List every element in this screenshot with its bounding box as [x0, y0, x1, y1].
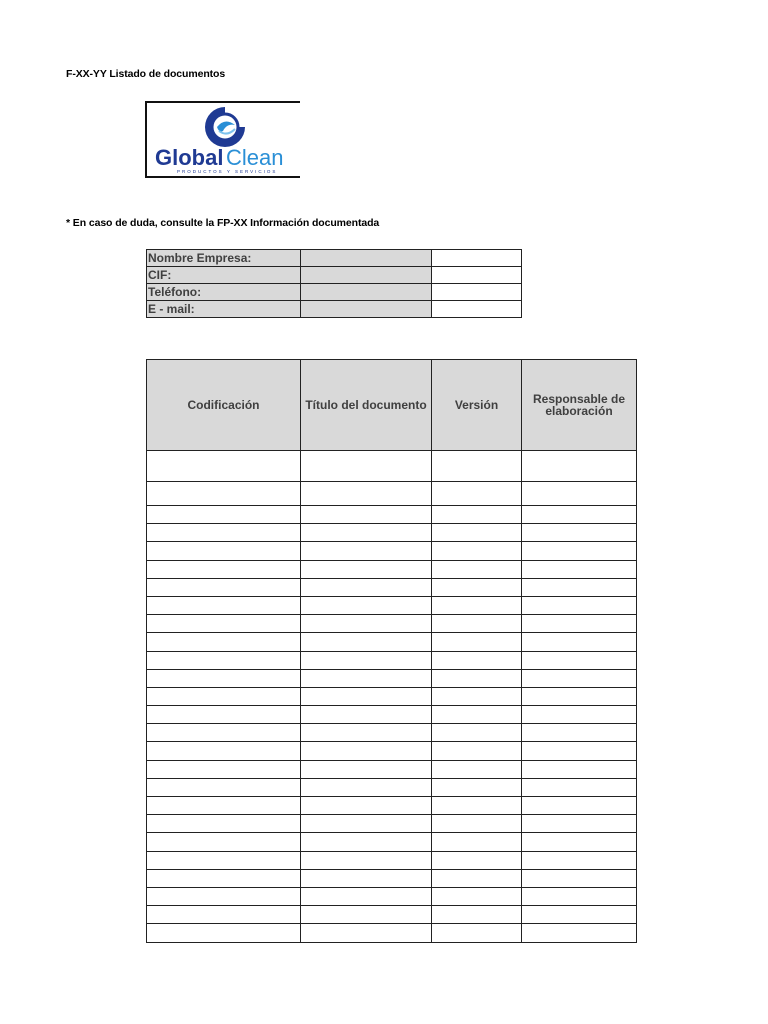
table-cell[interactable]: [147, 760, 301, 778]
logo-emblem-icon: [203, 105, 247, 149]
table-cell[interactable]: [147, 524, 301, 542]
table-cell[interactable]: [147, 924, 301, 942]
table-row: [147, 778, 637, 796]
table-cell[interactable]: [522, 706, 637, 724]
table-cell[interactable]: [522, 451, 637, 482]
table-cell[interactable]: [301, 906, 432, 924]
table-cell[interactable]: [147, 596, 301, 614]
table-row: [147, 924, 637, 942]
table-cell[interactable]: [301, 615, 432, 633]
table-cell[interactable]: [147, 724, 301, 742]
table-cell[interactable]: [432, 687, 522, 705]
table-row: [147, 724, 637, 742]
company-info-extra-field[interactable]: [432, 301, 522, 318]
table-row: [147, 906, 637, 924]
company-info-extra-field[interactable]: [432, 267, 522, 284]
table-row: [147, 451, 637, 482]
table-row: [147, 542, 637, 560]
table-cell[interactable]: [147, 815, 301, 833]
table-cell[interactable]: [147, 778, 301, 796]
table-row: [147, 524, 637, 542]
table-cell[interactable]: [522, 633, 637, 651]
table-cell[interactable]: [522, 851, 637, 869]
table-cell[interactable]: [147, 742, 301, 760]
table-cell[interactable]: [301, 482, 432, 506]
table-cell[interactable]: [522, 924, 637, 942]
table-cell[interactable]: [522, 542, 637, 560]
table-cell[interactable]: [432, 578, 522, 596]
table-cell[interactable]: [432, 797, 522, 815]
table-cell[interactable]: [522, 778, 637, 796]
table-cell[interactable]: [432, 869, 522, 887]
table-row: [147, 506, 637, 524]
company-info-value-field[interactable]: [301, 284, 432, 301]
company-info-label: Teléfono:: [147, 284, 301, 301]
table-cell[interactable]: [301, 869, 432, 887]
table-row: [147, 797, 637, 815]
table-cell[interactable]: [301, 542, 432, 560]
table-row: [147, 869, 637, 887]
table-row: [147, 615, 637, 633]
table-cell[interactable]: [147, 615, 301, 633]
table-cell[interactable]: [522, 833, 637, 851]
company-info-row: [147, 301, 522, 318]
company-info-row: [147, 250, 522, 267]
table-cell[interactable]: [522, 651, 637, 669]
table-cell[interactable]: [432, 615, 522, 633]
company-info-value-field[interactable]: [301, 301, 432, 318]
table-cell[interactable]: [147, 506, 301, 524]
company-info-label: Nombre Empresa:: [147, 250, 301, 267]
table-row: [147, 560, 637, 578]
table-cell[interactable]: [522, 869, 637, 887]
company-info-label: CIF:: [147, 267, 301, 284]
table-cell[interactable]: [522, 578, 637, 596]
table-cell[interactable]: [301, 797, 432, 815]
table-cell[interactable]: [432, 851, 522, 869]
table-cell[interactable]: [432, 906, 522, 924]
global-clean-logo: [145, 101, 300, 178]
table-cell[interactable]: [432, 887, 522, 905]
table-cell[interactable]: [522, 724, 637, 742]
company-info-value-field[interactable]: [301, 267, 432, 284]
table-cell[interactable]: [301, 651, 432, 669]
company-info-row: [147, 284, 522, 301]
table-cell[interactable]: [147, 560, 301, 578]
table-cell[interactable]: [147, 851, 301, 869]
table-row: [147, 760, 637, 778]
table-row: [147, 815, 637, 833]
table-cell[interactable]: [147, 706, 301, 724]
table-header-row: [147, 360, 637, 451]
table-cell[interactable]: [147, 633, 301, 651]
table-row: [147, 596, 637, 614]
table-cell[interactable]: [522, 687, 637, 705]
table-cell[interactable]: [522, 669, 637, 687]
table-cell[interactable]: [432, 724, 522, 742]
table-cell[interactable]: [301, 924, 432, 942]
logo-word-global: Global: [155, 145, 224, 170]
table-cell[interactable]: [522, 506, 637, 524]
logo-word-clean: Clean: [226, 145, 284, 170]
document-list-table: [146, 359, 637, 943]
table-cell[interactable]: [432, 506, 522, 524]
table-cell[interactable]: [522, 560, 637, 578]
table-row: [147, 887, 637, 905]
table-cell[interactable]: [301, 760, 432, 778]
table-row: [147, 851, 637, 869]
table-cell[interactable]: [432, 706, 522, 724]
table-cell[interactable]: [147, 482, 301, 506]
table-cell[interactable]: [147, 833, 301, 851]
table-cell[interactable]: [301, 724, 432, 742]
table-cell[interactable]: [301, 524, 432, 542]
table-cell[interactable]: [301, 578, 432, 596]
company-info-value-field[interactable]: [301, 250, 432, 267]
table-cell[interactable]: [522, 615, 637, 633]
document-title: F-XX-YY Listado de documentos: [66, 68, 226, 80]
table-cell[interactable]: [147, 451, 301, 482]
table-cell[interactable]: [432, 778, 522, 796]
table-cell[interactable]: [301, 833, 432, 851]
table-cell[interactable]: [522, 797, 637, 815]
table-cell[interactable]: [432, 815, 522, 833]
table-cell[interactable]: [301, 560, 432, 578]
table-row: [147, 706, 637, 724]
company-info-label: E - mail:: [147, 301, 301, 318]
table-cell[interactable]: [301, 778, 432, 796]
table-cell[interactable]: [301, 742, 432, 760]
table-row: [147, 651, 637, 669]
table-row: [147, 687, 637, 705]
table-cell[interactable]: [522, 742, 637, 760]
table-cell[interactable]: [301, 687, 432, 705]
table-cell[interactable]: [432, 524, 522, 542]
table-cell[interactable]: [147, 687, 301, 705]
table-cell[interactable]: [522, 760, 637, 778]
table-cell[interactable]: [301, 596, 432, 614]
table-cell[interactable]: [301, 887, 432, 905]
table-cell[interactable]: [432, 833, 522, 851]
table-cell[interactable]: [432, 633, 522, 651]
table-cell[interactable]: [432, 482, 522, 506]
table-cell[interactable]: [432, 596, 522, 614]
table-cell[interactable]: [522, 596, 637, 614]
table-cell[interactable]: [432, 651, 522, 669]
table-cell[interactable]: [432, 669, 522, 687]
table-cell[interactable]: [432, 760, 522, 778]
logo-tagline: PRODUCTOS Y SERVICIOS: [177, 169, 278, 174]
table-cell[interactable]: [147, 578, 301, 596]
table-cell[interactable]: [432, 542, 522, 560]
table-cell[interactable]: [522, 482, 637, 506]
table-cell[interactable]: [432, 560, 522, 578]
table-cell[interactable]: [301, 633, 432, 651]
table-cell[interactable]: [432, 451, 522, 482]
column-header-codificacion: Codificación: [147, 360, 301, 451]
table-cell[interactable]: [147, 887, 301, 905]
table-cell[interactable]: [301, 851, 432, 869]
table-cell[interactable]: [432, 742, 522, 760]
table-cell[interactable]: [147, 542, 301, 560]
table-cell[interactable]: [301, 506, 432, 524]
column-header-titulo: Título del documento: [301, 360, 432, 451]
table-cell[interactable]: [522, 906, 637, 924]
table-cell[interactable]: [301, 669, 432, 687]
table-cell[interactable]: [301, 706, 432, 724]
company-info-row: [147, 267, 522, 284]
table-cell[interactable]: [147, 651, 301, 669]
table-cell[interactable]: [147, 906, 301, 924]
company-info-table: [146, 249, 522, 318]
company-info-extra-field[interactable]: [432, 284, 522, 301]
help-note: * En caso de duda, consulte la FP-XX Información documentada: [66, 217, 380, 229]
table-cell[interactable]: [432, 924, 522, 942]
table-cell[interactable]: [147, 669, 301, 687]
table-cell[interactable]: [301, 451, 432, 482]
table-cell[interactable]: [522, 524, 637, 542]
table-row: [147, 833, 637, 851]
table-row: [147, 482, 637, 506]
company-info-extra-field[interactable]: [432, 250, 522, 267]
column-header-version: Versión: [432, 360, 522, 451]
table-row: [147, 578, 637, 596]
table-cell[interactable]: [147, 869, 301, 887]
table-cell[interactable]: [522, 815, 637, 833]
column-header-responsable: Responsable de elaboración: [522, 360, 637, 451]
table-row: [147, 742, 637, 760]
table-row: [147, 669, 637, 687]
table-row: [147, 633, 637, 651]
table-cell[interactable]: [147, 797, 301, 815]
table-cell[interactable]: [522, 887, 637, 905]
table-cell[interactable]: [301, 815, 432, 833]
